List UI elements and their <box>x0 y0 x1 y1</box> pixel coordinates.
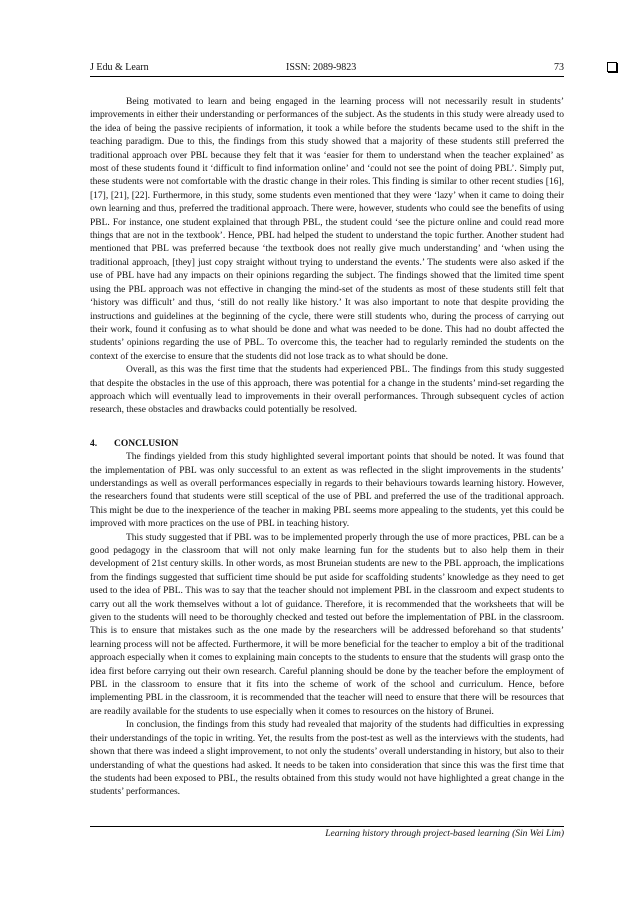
section-title: CONCLUSION <box>114 438 179 449</box>
body-paragraph: Being motivated to learn and being engaged in the learning process will not necessarily result in students’ improvements in either their understanding or performances of the subject. As the students in this study were already used to the idea of being the passive recipients of information, it took a while before the students became used to the shift in the teaching paradigm. Due to this, the findings from this study showed that a majority of these students still preferred the traditional approach over PBL because they felt that it was ‘easier for them to understand when the teacher explained’ as most of these students found it ‘difficult to find information online’ and ‘could not see the point of doing PBL’. Simply put, these students were not comfortable with the drastic change in their roles. This finding is similar to other recent studies [16], [17], [21], [22]. Furthermore, in this study, some students even mentioned that they were ‘lazy’ when it came to doing their own learning and thus, preferred the traditional approach. There were, however, students who could see the benefits of using PBL. For instance, one student explained that through PBL, the student could ‘see the picture online and could read more things that are not in the textbook’. Hence, PBL had helped the student to understand the topic further. Another student had mentioned that PBL was preferred because ‘the textbook does not really give much understanding’ and ‘when using the traditional approach, [they] just copy straight without trying to understand the events.’ The students were also asked if the use of PBL have had any impacts on their opinions regarding the subject. The findings showed that the limited time spent using the PBL approach was not effective in changing the mind-set of the students as most of these students still felt that ‘history was difficult’ and thus, ‘still do not really like history.’ It was also important to note that despite providing the instructions and guidelines at the beginning of the cycle, there were still students who, during the process of carrying out their work, found it confusing as to what should be done and what was needed to be done. This had no doubt affected the students’ opinions regarding the use of PBL. To overcome this, the teacher had to regularly reminded the students on the context of the exercise to ensure that the students did not lose track as to what should be done. <box>90 97 564 362</box>
section-heading <box>90 438 564 451</box>
body-paragraph: The findings yielded from this study highlighted several important points that should be noted. It was found that the implementation of PBL was only successful to an extent as was reflected in the slight improvements in the students’ understandings as well as overall performances especially in regards to their behaviours towards learning history. However, the researchers found that students were still sceptical of the use of PBL and preferred the use of the traditional approach. This might be due to the inexperience of the teacher in making PBL seems more appealing to the students, yet this could be improved with more practices on the use of PBL in teaching history. <box>90 452 564 530</box>
body-paragraph: This study suggested that if PBL was to be implemented properly through the use of more practices, PBL can be a good pedagogy in the classroom that will not only make learning fun for the students but to also help them in their development of 21st century skills. In other words, as most Bruneian students are new to the PBL approach, the implications from the findings suggested that sufficient time should be put aside for scaffolding students’ knowledge as they need to get used to the idea of PBL. This was to say that the teacher should not implement PBL in the classroom and expect students to carry out all the work themselves without a lot of guidance. Therefore, it is recommended that the worksheets that will be given to the students will need to be thoroughly checked and tested out before the implementation of PBL in the classroom. This is to ensure that mistakes such as the one made by the researchers will be addressed beforehand so that students’ learning process will not be affected. Furthermore, it will be more beneficial for the teacher to employ a bit of the traditional approach especially when it comes to explaining main concepts to the students to ensure that the students will grasp onto the idea first before carrying out their own research. Careful planning should be done by the teacher before the employment of PBL in the classroom to ensure that it fits into the scheme of work of the school and curriculum. Hence, before implementing PBL in the classroom, it is recommended that the teacher will need to ensure that there will be resources that are readily available for the students to use especially when it comes to resources on the history of Brunei. <box>90 532 564 717</box>
journal-name: J Edu & Learn <box>90 62 149 73</box>
issn-label: ISSN: 2089-9823 <box>286 62 357 73</box>
article-body <box>90 96 564 800</box>
body-paragraph: In conclusion, the findings from this study had revealed that majority of the students had difficulties in expressing their understandings of the topic in writing. Yet, the results from the post-test as well as the interviews with the students, had shown that there was indeed a slight improvement, to not only the students’ overall understanding in history, but also to their understanding of what the questions had asked. It needs to be taken into consideration that since this was the first time that the students had been exposed to PBL, the results obtained from this study would not have highlighted a great change in the students’ performances. <box>90 720 564 798</box>
page-footer <box>90 826 564 839</box>
checkbox-icon <box>607 62 617 72</box>
body-paragraph: Overall, as this was the first time that the students had experienced PBL. The findings from this study suggested that despite the obstacles in the use of this approach, there was potential for a change in the students’ mind-set regarding the approach which will eventually lead to improvements in their overall performances. Through subsequent cycles of action research, these obstacles and drawbacks could potentially be resolved. <box>90 365 564 416</box>
running-title: Learning history through project-based learning (Sin Wei Lim) <box>325 829 564 839</box>
page-header <box>90 60 564 77</box>
section-number: 4. <box>90 438 98 449</box>
page-number: 73 <box>554 62 564 73</box>
